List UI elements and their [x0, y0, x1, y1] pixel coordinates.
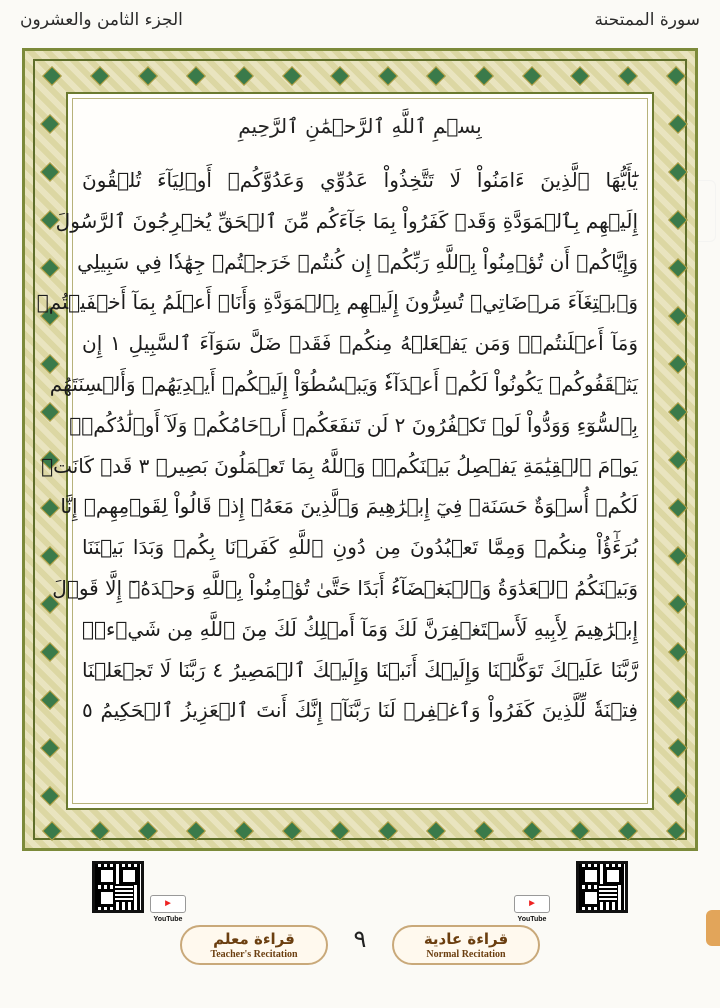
teacher-recitation-en: Teacher's Recitation — [210, 949, 298, 960]
verse-line: يَوۡمَ ٱلۡقِيَٰمَةِ يَفۡصِلُ بَيۡنَكُمۡۚ وَٱللَّهُ بِمَا تَعۡمَلُونَ بَصِيرٞ ٣ قَدۡ كَانَتۡ — [41, 453, 638, 478]
verse-line: وَإِيَّاكُمۡ أَن تُؤۡمِنُواْ بِٱللَّهِ رَبِّكُمۡ إِن كُنتُمۡ خَرَجۡتُمۡ جِهَٰدٗا فِي سَبِيلِي — [77, 249, 638, 274]
qr-code-teacher[interactable] — [92, 861, 144, 913]
youtube-label: YouTube — [153, 916, 183, 923]
normal-recitation-en: Normal Recitation — [426, 949, 506, 960]
quran-page — [36, 92, 654, 810]
verse-line: وَبَيۡنَكُمُ ٱلۡعَدَٰوَةُ وَٱلۡبَغۡضَآءُ أَبَدًا حَتَّىٰ تُؤۡمِنُواْ بِٱللَّهِ وَحۡدَهُۥٓ إِلَّا قَوۡلَ — [52, 575, 638, 600]
verse-line: بِٱلسُّوٓءِ وَوَدُّواْ لَوۡ تَكۡفُرُونَ ٢ لَن تَنفَعَكُمۡ أَرۡحَامُكُمۡ وَلَآ أَوۡلَٰدُكُمۡۚ — [69, 412, 638, 437]
qr-code-normal[interactable] — [576, 861, 628, 913]
normal-recitation-ar: قراءة عادية — [423, 930, 509, 948]
page-footer — [0, 855, 720, 1008]
youtube-icon[interactable]: ▶ YouTube — [514, 895, 550, 913]
verse-line: وَمَآ أَعۡلَنتُمۡۚ وَمَن يَفۡعَلۡهُ مِنكُمۡ فَقَدۡ ضَلَّ سَوَآءَ ٱلسَّبِيلِ ١ إِن — [82, 331, 638, 356]
youtube-icon[interactable]: ▶ YouTube — [150, 895, 186, 913]
youtube-label: YouTube — [517, 916, 547, 923]
basmala: بِسۡمِ ٱللَّهِ ٱلرَّحۡمَٰنِ ٱلرَّحِيمِ — [238, 114, 482, 138]
teacher-recitation-ar: قراءة معلم — [213, 930, 295, 948]
verse-line: إِلَيۡهِم بِٱلۡمَوَدَّةِ وَقَدۡ كَفَرُواْ بِمَا جَآءَكُم مِّنَ ٱلۡحَقِّ يُخۡرِجُونَ ٱلرَّسُولَ — [55, 208, 638, 233]
verse-line: إِبۡرَٰهِيمَ لِأَبِيهِ لَأَسۡتَغۡفِرَنَّ لَكَ وَمَآ أَمۡلِكُ لَكَ مِنَ ٱللَّهِ مِن شَيۡءٖۖ — [82, 616, 638, 641]
juz-label: الجزء الثامن والعشرون — [20, 10, 183, 30]
surah-title: سورة الممتحنة — [594, 10, 700, 30]
verse-line: يَٰٓأَيُّهَا ٱلَّذِينَ ءَامَنُواْ لَا تَتَّخِذُواْ عَدُوِّي وَعَدُوَّكُمۡ أَوۡلِيَآءَ تُلۡقُونَ — [82, 168, 638, 192]
page-number: ٩ — [353, 925, 367, 953]
verse-lines — [36, 160, 638, 731]
verse-line: وَٱبۡتِغَآءَ مَرۡضَاتِيۚ تُسِرُّونَ إِلَيۡهِم بِٱلۡمَوَدَّةِ وَأَنَا۠ أَعۡلَمُ بِمَآ أَخۡفَيۡتُمۡ — [36, 290, 638, 315]
verse-line: فِتۡنَةٗ لِّلَّذِينَ كَفَرُواْ وَٱغۡفِرۡ لَنَا رَبَّنَآۖ إِنَّكَ أَنتَ ٱلۡعَزِيزُ ٱلۡحَكِيمُ ٥ — [82, 698, 638, 723]
verse-line: بُرَءَٰٓؤُاْ مِنكُمۡ وَمِمَّا تَعۡبُدُونَ مِن دُونِ ٱللَّهِ كَفَرۡنَا بِكُمۡ وَبَدَا بَيۡنَنَا — [82, 535, 638, 560]
verse-line: لَكُمۡ أُسۡوَةٌ حَسَنَةٞ فِيٓ إِبۡرَٰهِيمَ وَٱلَّذِينَ مَعَهُۥٓ إِذۡ قَالُواْ لِقَوۡمِهِمۡ إِنَّا — [60, 494, 638, 519]
verse-line: يَثۡقَفُوكُمۡ يَكُونُواْ لَكُمۡ أَعۡدَآءٗ وَيَبۡسُطُوٓاْ إِلَيۡكُمۡ أَيۡدِيَهُمۡ وَأَلۡسِنَتَهُم — [49, 371, 638, 396]
verse-line: رَّبَّنَا عَلَيۡكَ تَوَكَّلۡنَا وَإِلَيۡكَ أَنَبۡنَا وَإِلَيۡكَ ٱلۡمَصِيرُ ٤ رَبَّنَا لَا تَجۡعَلۡنَا — [82, 657, 638, 682]
normal-recitation-button[interactable] — [392, 925, 540, 965]
page-header — [0, 0, 720, 44]
side-bookmark-tab[interactable] — [706, 910, 720, 946]
